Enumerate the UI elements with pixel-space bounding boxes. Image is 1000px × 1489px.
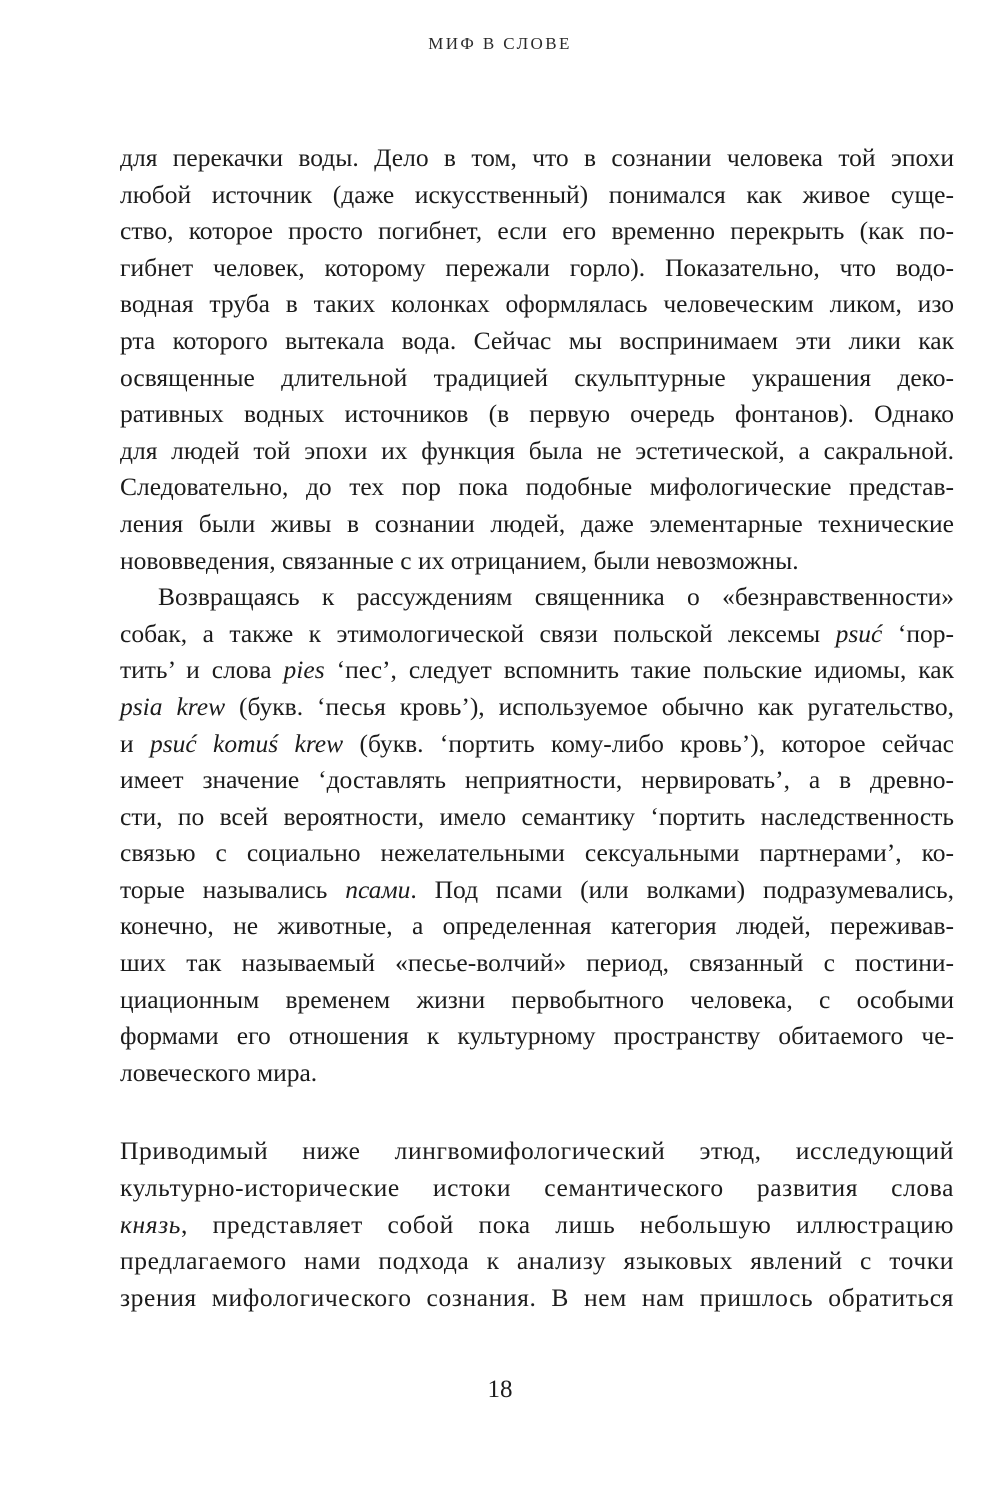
paragraph-2-line xyxy=(120,872,954,909)
italic-term: князь xyxy=(120,1209,181,1239)
paragraph-2-line xyxy=(120,652,954,689)
paragraph-2-line xyxy=(120,689,954,726)
text-run: торые назывались xyxy=(120,874,346,904)
paragraph-1-line: ство, которое просто погибнет, если его временно перекрыть (как по- xyxy=(120,216,954,246)
paragraph-2-line: ловеческого мира. xyxy=(120,1057,318,1087)
paragraph-1-line: Следовательно, до тех пор пока подобные мифологические представ- xyxy=(120,472,954,502)
paragraph-1-line: гибнет человек, которому пережали горло). Показательно, что водо- xyxy=(120,252,954,282)
paragraph-2-line: сти, по всей вероятности, имело семантику ‘портить наследственность xyxy=(120,801,954,831)
paragraph-3-line: культурно-исторические истоки семантического развития слова xyxy=(120,1173,954,1203)
paragraph-2-line: имеет значение ‘доставлять неприятности, нервировать’, а в древно- xyxy=(120,765,954,795)
paragraph-1-line: водная труба в таких колонках оформлялась человеческим ликом, изо xyxy=(120,289,954,319)
paragraph-3 xyxy=(120,1133,954,1316)
paragraph-2-line: формами его отношения к культурному пространству обитаемого че- xyxy=(120,1021,954,1051)
text-run: Возвращаясь к рассуждениям священника о «безнравственности» xyxy=(158,582,954,612)
paragraph-2-line: ших так называемый «песье-волчий» период, связанный с постини- xyxy=(120,948,954,978)
text-run: ‘пор- xyxy=(882,618,954,648)
paragraph-2-line xyxy=(120,726,954,763)
paragraph-1-line: освященные длительной традицией скульптурные украшения деко- xyxy=(120,362,954,392)
paragraph-1-line: для перекачки воды. Дело в том, что в сознании человека той эпохи xyxy=(120,143,954,172)
paragraph-1-line: нововведения, связанные с их отрицанием, были невозможны. xyxy=(120,545,799,575)
paragraph-2-line xyxy=(120,579,954,616)
paragraph-3-line: предлагаемого нами подхода к анализу языковых явлений с точки xyxy=(120,1246,954,1276)
running-head: МИФ В СЛОВЕ xyxy=(428,34,572,53)
paragraph-2-line: конечно, не животные, а определенная категория людей, переживав- xyxy=(120,911,954,941)
italic-term: pies xyxy=(283,655,325,685)
paragraph-3-line xyxy=(120,1207,954,1244)
paragraph-2 xyxy=(120,579,954,1091)
paragraph-1-line: рта которого вытекала вода. Сейчас мы воспринимаем эти лики как xyxy=(120,325,954,355)
section-break xyxy=(120,1091,954,1133)
text-run: и xyxy=(120,728,150,758)
italic-term: psia krew xyxy=(120,691,226,721)
italic-term: psuć komuś krew xyxy=(149,728,344,758)
paragraph-1-line: ративных водных источников (в первую очередь фонтанов). Однако xyxy=(120,399,954,429)
italic-term: psuć xyxy=(835,618,883,648)
paragraph-3-line: зрения мифологического сознания. В нем нам пришлось обратиться xyxy=(120,1282,954,1312)
italic-term: псами xyxy=(345,874,411,904)
page-number: 18 xyxy=(487,1376,513,1403)
text-run: тить’ и слова xyxy=(120,655,284,685)
paragraph-1 xyxy=(120,140,954,579)
text-run: собак, а также к этимологической связи польской лексемы xyxy=(120,618,836,648)
paragraph-1-line: для людей той эпохи их функция была не эстетической, а сакральной. xyxy=(120,435,954,465)
text-run: , представляет собой пока лишь небольшую иллюстрацию xyxy=(181,1209,954,1239)
paragraph-1-line: ления были живы в сознании людей, даже элементарные технические xyxy=(120,508,954,538)
body-text xyxy=(120,140,954,1316)
paragraph-2-line xyxy=(120,616,954,653)
text-run: ‘пес’, следует вспомнить такие польские идиомы, как xyxy=(324,655,955,685)
paragraph-3-line: Приводимый ниже лингвомифологический этюд, исследующий xyxy=(120,1136,954,1166)
text-run: (букв. ‘песья кровь’), используемое обычно как ругательство, xyxy=(225,691,954,721)
paragraph-2-line: циационным временем жизни первобытного человека, с особыми xyxy=(120,984,954,1014)
text-run: (букв. ‘портить кому-либо кровь’), которое сейчас xyxy=(343,728,954,758)
paragraph-2-line: связью с социально нежелательными сексуальными партнерами’, ко- xyxy=(120,838,954,868)
paragraph-1-line: любой источник (даже искусственный) понимался как живое суще- xyxy=(120,179,954,209)
text-run: . Под псами (или волками) подразумевались, xyxy=(410,874,954,904)
